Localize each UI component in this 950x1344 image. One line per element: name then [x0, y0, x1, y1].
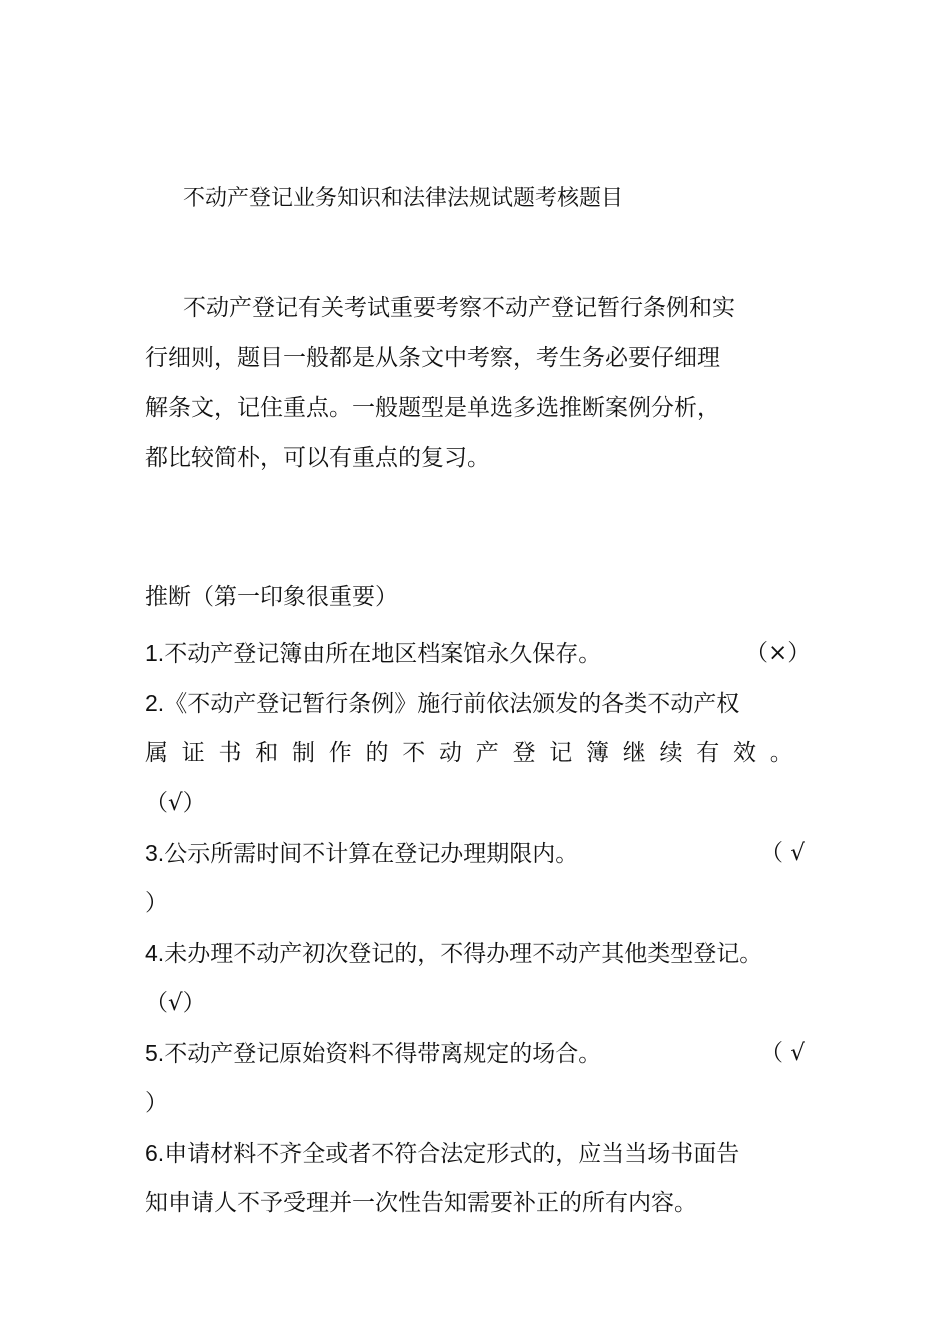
question-item	[145, 628, 835, 678]
intro-line: 都比较简朴，可以有重点的复习。	[145, 445, 490, 471]
question-text: 知申请人不予受理并一次性告知需要补正的所有内容。	[145, 1190, 697, 1216]
justified-char: 的	[365, 740, 389, 766]
justified-char: 续	[659, 740, 683, 766]
question-number: 4.	[145, 940, 165, 966]
justified-char: 和	[255, 740, 279, 766]
justified-char: 继	[622, 740, 646, 766]
justified-char: 不	[402, 740, 426, 766]
question-item	[145, 1028, 835, 1078]
question-text: 不动产登记原始资料不得带离规定的场合。	[164, 1041, 602, 1067]
question-number: 6.	[145, 1140, 165, 1166]
intro-paragraph	[145, 283, 815, 483]
question-item-continued	[145, 778, 835, 828]
question-number: 3.	[145, 840, 165, 866]
justified-char: 书	[218, 740, 242, 766]
question-text-justified	[145, 728, 793, 778]
justified-char: 记	[549, 740, 573, 766]
question-answer-open: （ √	[760, 1040, 805, 1066]
question-text: 《不动产登记暂行条例》施行前依法颁发的各类不动产权	[164, 691, 740, 717]
question-number: 2.	[145, 690, 165, 716]
justified-char: 有	[696, 740, 720, 766]
question-item-continued	[145, 878, 835, 928]
question-answer: （√）	[145, 790, 206, 816]
justified-char: 动	[439, 740, 462, 766]
question-item-continued	[145, 1078, 835, 1128]
justified-char: 。	[769, 740, 793, 766]
question-item	[145, 928, 835, 978]
question-item-continued	[145, 1178, 835, 1228]
question-answer: （×）	[745, 640, 811, 666]
justified-char: 产	[475, 740, 499, 766]
justified-char: 登	[512, 740, 536, 766]
justified-char: 簿	[586, 740, 609, 766]
justified-char: 属	[145, 740, 168, 766]
justified-char: 作	[328, 740, 352, 766]
question-item-continued	[145, 728, 835, 778]
question-text: 申请材料不齐全或者不符合法定形式的，应当当场书面告	[164, 1141, 740, 1167]
question-number: 1.	[145, 640, 165, 666]
question-text: 未办理不动产初次登记的，不得办理不动产其他类型登记。	[164, 941, 763, 967]
question-item	[145, 1128, 835, 1178]
question-item-continued	[145, 978, 835, 1028]
document-title: 不动产登记业务知识和法律法规试题考核题目	[183, 186, 624, 211]
justified-char: 效	[733, 740, 756, 766]
question-number: 5.	[145, 1040, 165, 1066]
question-answer-close: ）	[145, 1090, 168, 1116]
intro-line: 解条文，记住重点。一般题型是单选多选推断案例分析，	[145, 395, 720, 421]
question-list	[145, 628, 835, 1228]
justified-char: 证	[181, 740, 205, 766]
question-text: 不动产登记簿由所在地区档案馆永久保存。	[164, 641, 602, 667]
justified-char: 制	[292, 740, 315, 766]
intro-line: 行细则，题目一般都是从条文中考察，考生务必要仔细理	[145, 345, 720, 371]
question-item	[145, 678, 835, 728]
question-answer-close: ）	[145, 890, 168, 916]
question-answer: （√）	[145, 990, 206, 1016]
question-text: 公示所需时间不计算在登记办理期限内。	[164, 841, 579, 867]
intro-line: 不动产登记有关考试重要考察不动产登记暂行条例和实	[183, 295, 735, 321]
section-heading: 推断（第一印象很重要）	[145, 584, 398, 610]
question-answer-open: （ √	[760, 840, 805, 866]
question-item	[145, 828, 835, 878]
